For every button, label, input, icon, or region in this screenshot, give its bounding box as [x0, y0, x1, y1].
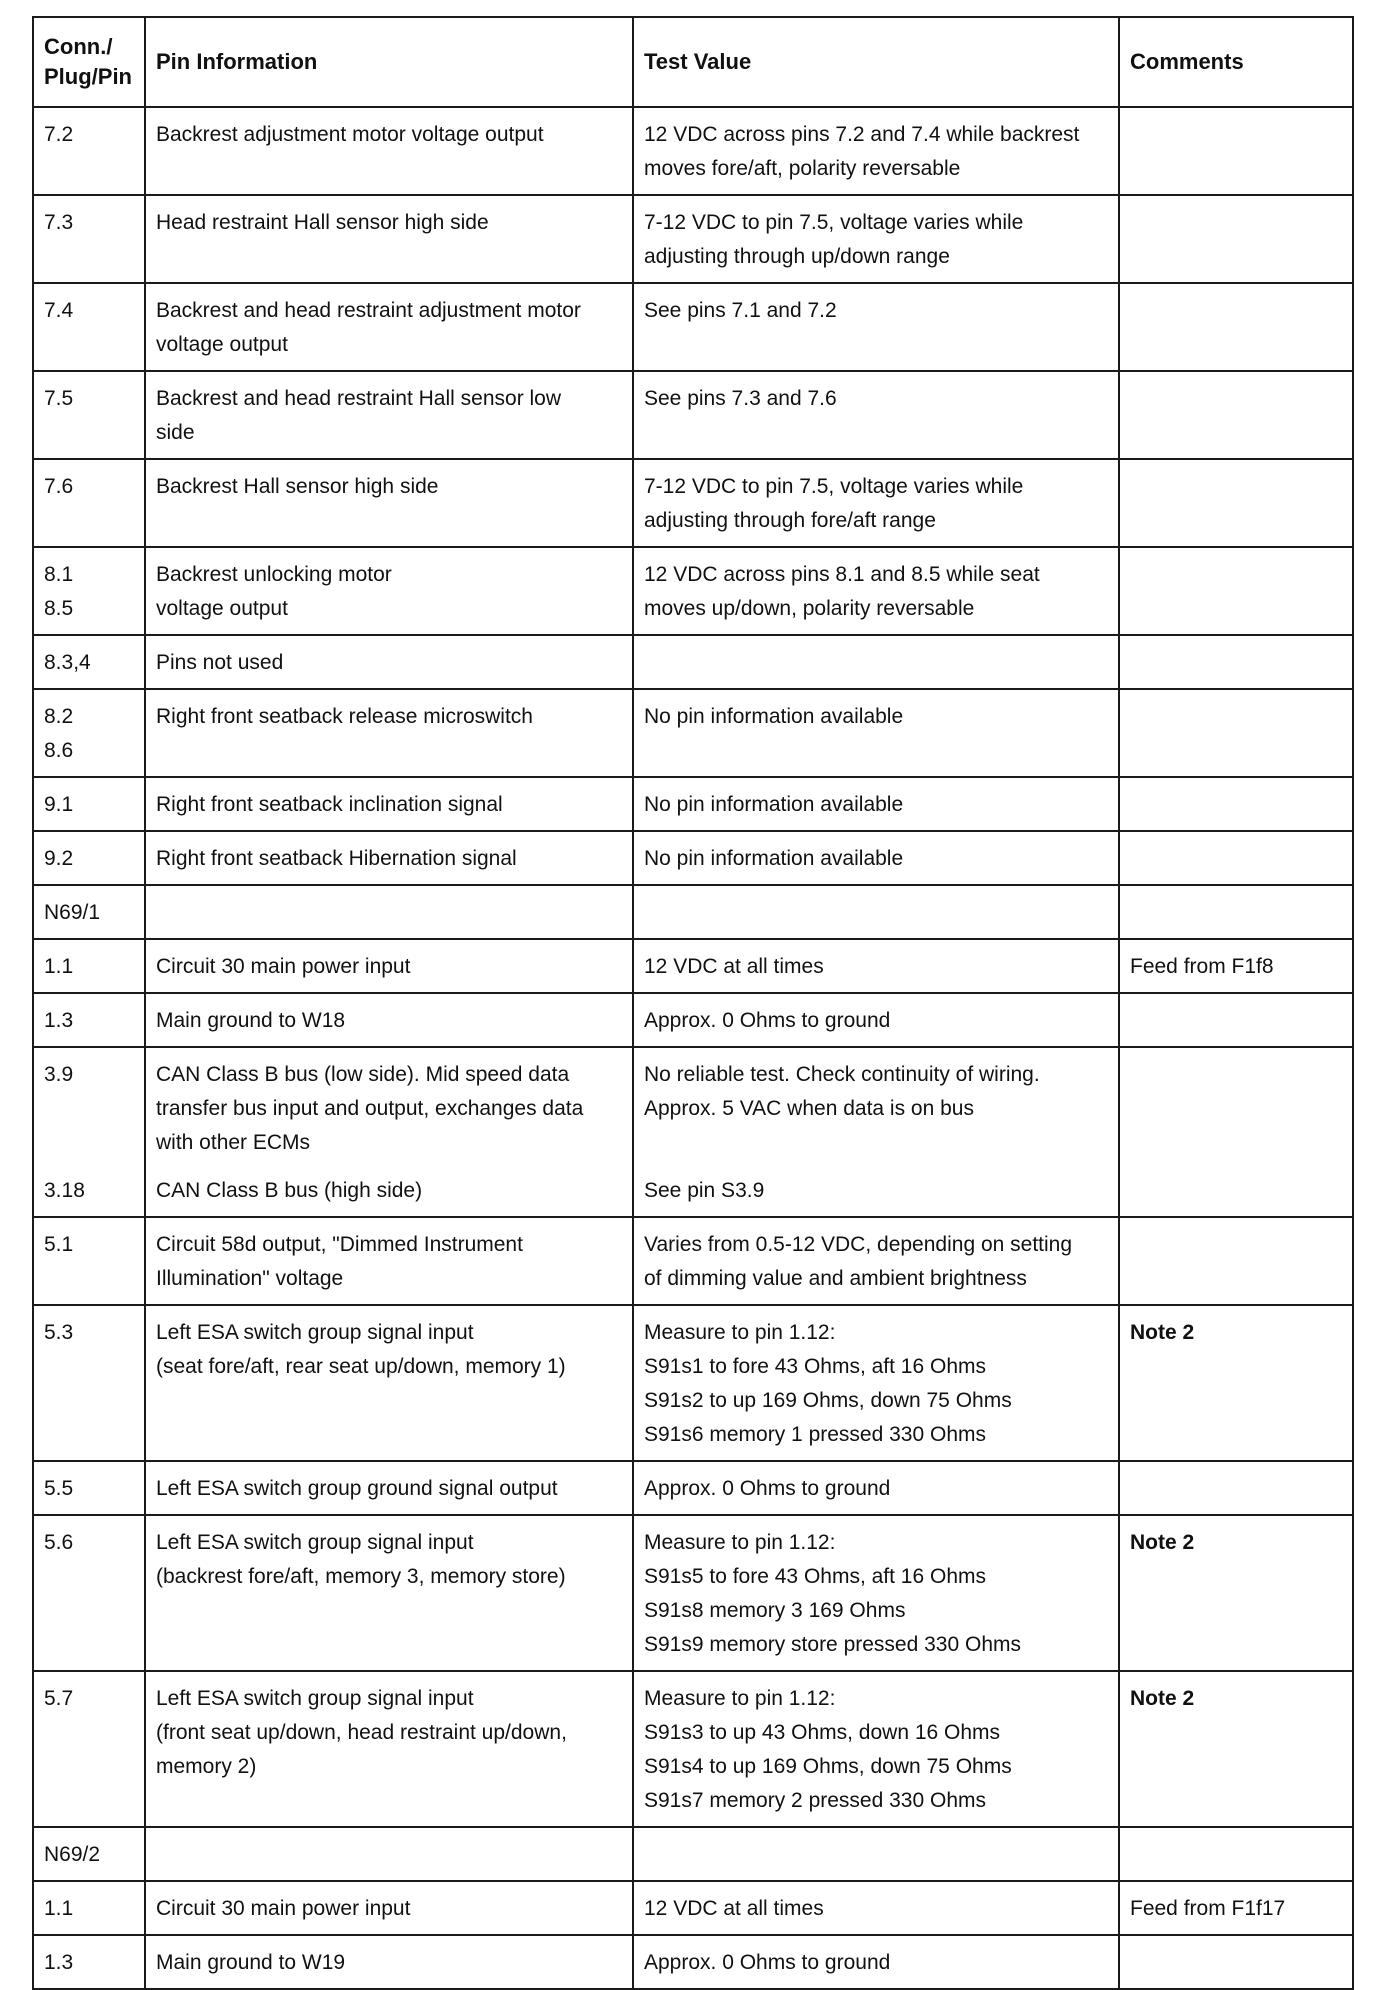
cell-conn-pin-line: 8.6: [44, 739, 74, 762]
cell-conn-pin-line: 8.3,4: [44, 651, 91, 674]
cell-pin-information: [145, 1827, 633, 1881]
cell-conn-pin: [33, 1935, 145, 1989]
cell-comments: [1119, 283, 1353, 371]
table-row: [33, 459, 1353, 547]
cell-conn-pin-line: 5.5: [44, 1477, 74, 1500]
table-row: [33, 831, 1353, 885]
cell-test-value: [633, 635, 1119, 689]
cell-pin-information-line: (backrest fore/aft, memory 3, memory store): [156, 1565, 566, 1588]
cell-test-value: [633, 939, 1119, 993]
cell-test-value: [633, 195, 1119, 283]
table-body: [33, 107, 1353, 1989]
table-row: [33, 1671, 1353, 1827]
cell-comments: [1119, 1461, 1353, 1515]
cell-conn-pin-line: 1.1: [44, 1897, 74, 1920]
cell-test-value-line: moves fore/aft, polarity reversable: [644, 157, 961, 180]
cell-conn-pin: [33, 1515, 145, 1671]
cell-pin-information-line: Left ESA switch group signal input: [156, 1321, 474, 1344]
cell-test-value-line: S91s1 to fore 43 Ohms, aft 16 Ohms: [644, 1355, 986, 1378]
cell-conn-pin: [33, 939, 145, 993]
table-row: [33, 635, 1353, 689]
cell-comments: [1119, 1047, 1353, 1217]
cell-comments: [1119, 777, 1353, 831]
cell-test-value: [633, 1671, 1119, 1827]
cell-test-value-line: See pin S3.9: [644, 1179, 765, 1202]
cell-conn-pin-line: 5.3: [44, 1321, 74, 1344]
cell-conn-pin: [33, 283, 145, 371]
cell-test-value-line: [644, 1126, 1108, 1174]
cell-test-value-line: S91s5 to fore 43 Ohms, aft 16 Ohms: [644, 1565, 986, 1588]
cell-test-value-line: S91s3 to up 43 Ohms, down 16 Ohms: [644, 1721, 1001, 1744]
cell-conn-pin-line: 3.9: [44, 1063, 74, 1086]
cell-pin-information-line: Main ground to W18: [156, 1009, 346, 1032]
table-row: [33, 993, 1353, 1047]
cell-conn-pin: [33, 371, 145, 459]
cell-pin-information: [145, 1047, 633, 1217]
cell-comments: [1119, 107, 1353, 195]
table-row: [33, 1881, 1353, 1935]
table-row: [33, 195, 1353, 283]
cell-test-value: [633, 993, 1119, 1047]
cell-conn-pin: [33, 993, 145, 1047]
cell-pin-information: [145, 1671, 633, 1827]
cell-pin-information: [145, 371, 633, 459]
cell-test-value-line: Varies from 0.5-12 VDC, depending on setting: [644, 1233, 1073, 1256]
pin-information-table: [32, 16, 1354, 1990]
table-row: [33, 1827, 1353, 1881]
cell-conn-pin-line: 3.18: [44, 1179, 85, 1202]
cell-pin-information-line: voltage output: [156, 333, 288, 356]
cell-pin-information-line: voltage output: [156, 597, 288, 620]
header-conn-line-2: Plug/Pin: [44, 64, 132, 89]
cell-pin-information-line: with other ECMs: [156, 1131, 311, 1154]
cell-test-value-line: No reliable test. Check continuity of wiring.: [644, 1063, 1040, 1086]
cell-pin-information-line: Circuit 30 main power input: [156, 955, 411, 978]
cell-conn-pin: [33, 1827, 145, 1881]
cell-test-value-line: Approx. 0 Ohms to ground: [644, 1477, 891, 1500]
cell-conn-pin-line: 1.3: [44, 1009, 74, 1032]
cell-test-value-line: Measure to pin 1.12:: [644, 1531, 836, 1554]
cell-comments: [1119, 1827, 1353, 1881]
cell-pin-information-line: Main ground to W19: [156, 1951, 346, 1974]
cell-test-value-line: S91s9 memory store pressed 330 Ohms: [644, 1633, 1021, 1656]
cell-test-value: [633, 283, 1119, 371]
cell-test-value: [633, 459, 1119, 547]
table-row: [33, 371, 1353, 459]
cell-conn-pin: [33, 547, 145, 635]
cell-conn-pin-line: 5.7: [44, 1687, 74, 1710]
cell-test-value: [633, 547, 1119, 635]
cell-test-value-line: See pins 7.1 and 7.2: [644, 299, 837, 322]
comment-text: Note 2: [1130, 1687, 1195, 1710]
cell-pin-information: [145, 777, 633, 831]
cell-conn-pin-line: 5.6: [44, 1531, 74, 1554]
cell-conn-pin: [33, 459, 145, 547]
cell-test-value-line: See pins 7.3 and 7.6: [644, 387, 837, 410]
cell-conn-pin-line: 1.1: [44, 955, 74, 978]
cell-pin-information: [145, 635, 633, 689]
cell-test-value: [633, 689, 1119, 777]
cell-test-value: [633, 1461, 1119, 1515]
cell-test-value-line: Measure to pin 1.12:: [644, 1321, 836, 1344]
cell-test-value: [633, 1305, 1119, 1461]
cell-comments: [1119, 939, 1353, 993]
table-header-row: [33, 17, 1353, 107]
cell-pin-information: [145, 689, 633, 777]
cell-test-value-line: 7-12 VDC to pin 7.5, voltage varies while: [644, 475, 1024, 498]
table-row: [33, 1217, 1353, 1305]
cell-test-value-line: 12 VDC across pins 8.1 and 8.5 while seat: [644, 563, 1040, 586]
cell-conn-pin: [33, 107, 145, 195]
cell-comments: [1119, 635, 1353, 689]
cell-comments: [1119, 1935, 1353, 1989]
cell-comments: [1119, 547, 1353, 635]
cell-conn-pin-line: 8.5: [44, 597, 74, 620]
cell-conn-pin-line: [44, 1092, 134, 1126]
table-row: [33, 283, 1353, 371]
cell-pin-information: [145, 831, 633, 885]
cell-conn-pin: [33, 1305, 145, 1461]
cell-pin-information-line: Right front seatback inclination signal: [156, 793, 503, 816]
cell-comments: [1119, 1217, 1353, 1305]
cell-conn-pin-line: 9.1: [44, 793, 74, 816]
cell-test-value: [633, 371, 1119, 459]
header-test-value: Test Value: [633, 17, 1119, 107]
cell-conn-pin-line: 1.3: [44, 1951, 74, 1974]
table-row: [33, 107, 1353, 195]
table-row: [33, 777, 1353, 831]
cell-pin-information-line: transfer bus input and output, exchanges data: [156, 1097, 584, 1120]
cell-test-value: [633, 1047, 1119, 1217]
comment-text: Note 2: [1130, 1531, 1195, 1554]
cell-conn-pin-line: 7.4: [44, 299, 74, 322]
cell-pin-information-line: (front seat up/down, head restraint up/down,: [156, 1721, 567, 1744]
cell-test-value: [633, 831, 1119, 885]
cell-test-value-line: 7-12 VDC to pin 7.5, voltage varies while: [644, 211, 1024, 234]
cell-pin-information-line: Left ESA switch group signal input: [156, 1687, 474, 1710]
cell-test-value: [633, 1217, 1119, 1305]
cell-test-value: [633, 885, 1119, 939]
cell-conn-pin-line: 7.2: [44, 123, 74, 146]
cell-conn-pin-line: 9.2: [44, 847, 74, 870]
cell-comments: [1119, 1881, 1353, 1935]
cell-comments: [1119, 195, 1353, 283]
cell-pin-information: [145, 1461, 633, 1515]
cell-pin-information-line: Left ESA switch group ground signal output: [156, 1477, 558, 1500]
cell-pin-information-line: (seat fore/aft, rear seat up/down, memory 1): [156, 1355, 566, 1378]
cell-test-value: [633, 1881, 1119, 1935]
cell-test-value-line: Approx. 0 Ohms to ground: [644, 1951, 891, 1974]
cell-pin-information-line: Backrest and head restraint adjustment motor: [156, 299, 581, 322]
cell-test-value: [633, 1515, 1119, 1671]
header-conn-line-1: Conn./: [44, 34, 113, 59]
cell-comments: [1119, 1305, 1353, 1461]
cell-conn-pin-line: 8.2: [44, 705, 74, 728]
cell-pin-information: [145, 283, 633, 371]
cell-conn-pin-line: 7.6: [44, 475, 74, 498]
cell-pin-information: [145, 1305, 633, 1461]
cell-comments: [1119, 831, 1353, 885]
comment-text: Note 2: [1130, 1321, 1195, 1344]
cell-test-value-line: Approx. 0 Ohms to ground: [644, 1009, 891, 1032]
cell-conn-pin-line: N69/2: [44, 1843, 101, 1866]
cell-comments: [1119, 689, 1353, 777]
cell-test-value-line: No pin information available: [644, 705, 904, 728]
cell-conn-pin: [33, 885, 145, 939]
header-comments: Comments: [1119, 17, 1353, 107]
table-row: [33, 689, 1353, 777]
table-row: [33, 1935, 1353, 1989]
cell-pin-information-line: Circuit 30 main power input: [156, 1897, 411, 1920]
table-row: [33, 547, 1353, 635]
cell-pin-information: [145, 107, 633, 195]
cell-comments: [1119, 1671, 1353, 1827]
cell-test-value: [633, 1935, 1119, 1989]
table-row: [33, 939, 1353, 993]
cell-conn-pin-line: 7.5: [44, 387, 74, 410]
cell-pin-information-line: side: [156, 421, 195, 444]
cell-test-value: [633, 777, 1119, 831]
cell-pin-information: [145, 459, 633, 547]
cell-pin-information-line: Backrest adjustment motor voltage output: [156, 123, 544, 146]
cell-pin-information-line: CAN Class B bus (low side). Mid speed data: [156, 1063, 570, 1086]
cell-conn-pin: [33, 1881, 145, 1935]
cell-test-value-line: S91s6 memory 1 pressed 330 Ohms: [644, 1423, 986, 1446]
comment-text: Feed from F1f17: [1130, 1897, 1286, 1920]
cell-test-value: [633, 1827, 1119, 1881]
cell-test-value-line: of dimming value and ambient brightness: [644, 1267, 1027, 1290]
cell-pin-information: [145, 1217, 633, 1305]
cell-conn-pin: [33, 195, 145, 283]
cell-conn-pin: [33, 635, 145, 689]
cell-test-value-line: S91s7 memory 2 pressed 330 Ohms: [644, 1789, 986, 1812]
cell-test-value-line: Approx. 5 VAC when data is on bus: [644, 1097, 974, 1120]
cell-test-value-line: Measure to pin 1.12:: [644, 1687, 836, 1710]
cell-test-value-line: No pin information available: [644, 793, 904, 816]
table-row: [33, 1461, 1353, 1515]
cell-conn-pin: [33, 1671, 145, 1827]
cell-pin-information: [145, 1881, 633, 1935]
cell-pin-information: [145, 547, 633, 635]
cell-conn-pin: [33, 777, 145, 831]
cell-comments: [1119, 993, 1353, 1047]
cell-pin-information-line: Left ESA switch group signal input: [156, 1531, 474, 1554]
cell-pin-information-line: Backrest and head restraint Hall sensor low: [156, 387, 562, 410]
comment-text: Feed from F1f8: [1130, 955, 1274, 978]
table-row: [33, 885, 1353, 939]
table-row: [33, 1305, 1353, 1461]
cell-test-value-line: S91s8 memory 3 169 Ohms: [644, 1599, 906, 1622]
cell-pin-information-line: Circuit 58d output, "Dimmed Instrument: [156, 1233, 523, 1256]
cell-pin-information-line: Right front seatback Hibernation signal: [156, 847, 517, 870]
cell-conn-pin: [33, 1047, 145, 1217]
cell-comments: [1119, 1515, 1353, 1671]
cell-pin-information-line: Pins not used: [156, 651, 284, 674]
cell-test-value-line: No pin information available: [644, 847, 904, 870]
cell-pin-information-line: Backrest unlocking motor: [156, 563, 392, 586]
cell-pin-information: [145, 1515, 633, 1671]
cell-pin-information-line: Illumination" voltage: [156, 1267, 344, 1290]
cell-test-value-line: adjusting through up/down range: [644, 245, 950, 268]
header-conn-plug-pin: [33, 17, 145, 107]
cell-comments: [1119, 459, 1353, 547]
cell-conn-pin-line: 8.1: [44, 563, 74, 586]
cell-pin-information-line: Head restraint Hall sensor high side: [156, 211, 489, 234]
cell-conn-pin-line: N69/1: [44, 901, 101, 924]
header-pin-information: Pin Information: [145, 17, 633, 107]
cell-conn-pin-line: 7.3: [44, 211, 74, 234]
cell-conn-pin: [33, 689, 145, 777]
cell-conn-pin-line: 5.1: [44, 1233, 74, 1256]
cell-comments: [1119, 371, 1353, 459]
cell-test-value: [633, 107, 1119, 195]
cell-pin-information: [145, 195, 633, 283]
cell-test-value-line: moves up/down, polarity reversable: [644, 597, 975, 620]
cell-test-value-line: 12 VDC at all times: [644, 955, 824, 978]
cell-test-value-line: S91s2 to up 169 Ohms, down 75 Ohms: [644, 1389, 1012, 1412]
cell-pin-information-line: CAN Class B bus (high side): [156, 1179, 423, 1202]
cell-test-value-line: 12 VDC across pins 7.2 and 7.4 while backrest: [644, 123, 1080, 146]
cell-comments: [1119, 885, 1353, 939]
cell-conn-pin: [33, 1461, 145, 1515]
cell-conn-pin-line: [44, 1126, 134, 1174]
cell-test-value-line: S91s4 to up 169 Ohms, down 75 Ohms: [644, 1755, 1012, 1778]
cell-pin-information: [145, 939, 633, 993]
cell-conn-pin: [33, 831, 145, 885]
cell-pin-information-line: Backrest Hall sensor high side: [156, 475, 439, 498]
table-row: [33, 1515, 1353, 1671]
cell-pin-information: [145, 993, 633, 1047]
cell-test-value-line: adjusting through fore/aft range: [644, 509, 936, 532]
cell-pin-information: [145, 885, 633, 939]
cell-pin-information-line: memory 2): [156, 1755, 257, 1778]
cell-pin-information: [145, 1935, 633, 1989]
cell-pin-information-line: Right front seatback release microswitch: [156, 705, 533, 728]
cell-test-value-line: 12 VDC at all times: [644, 1897, 824, 1920]
cell-conn-pin: [33, 1217, 145, 1305]
table-row: [33, 1047, 1353, 1217]
